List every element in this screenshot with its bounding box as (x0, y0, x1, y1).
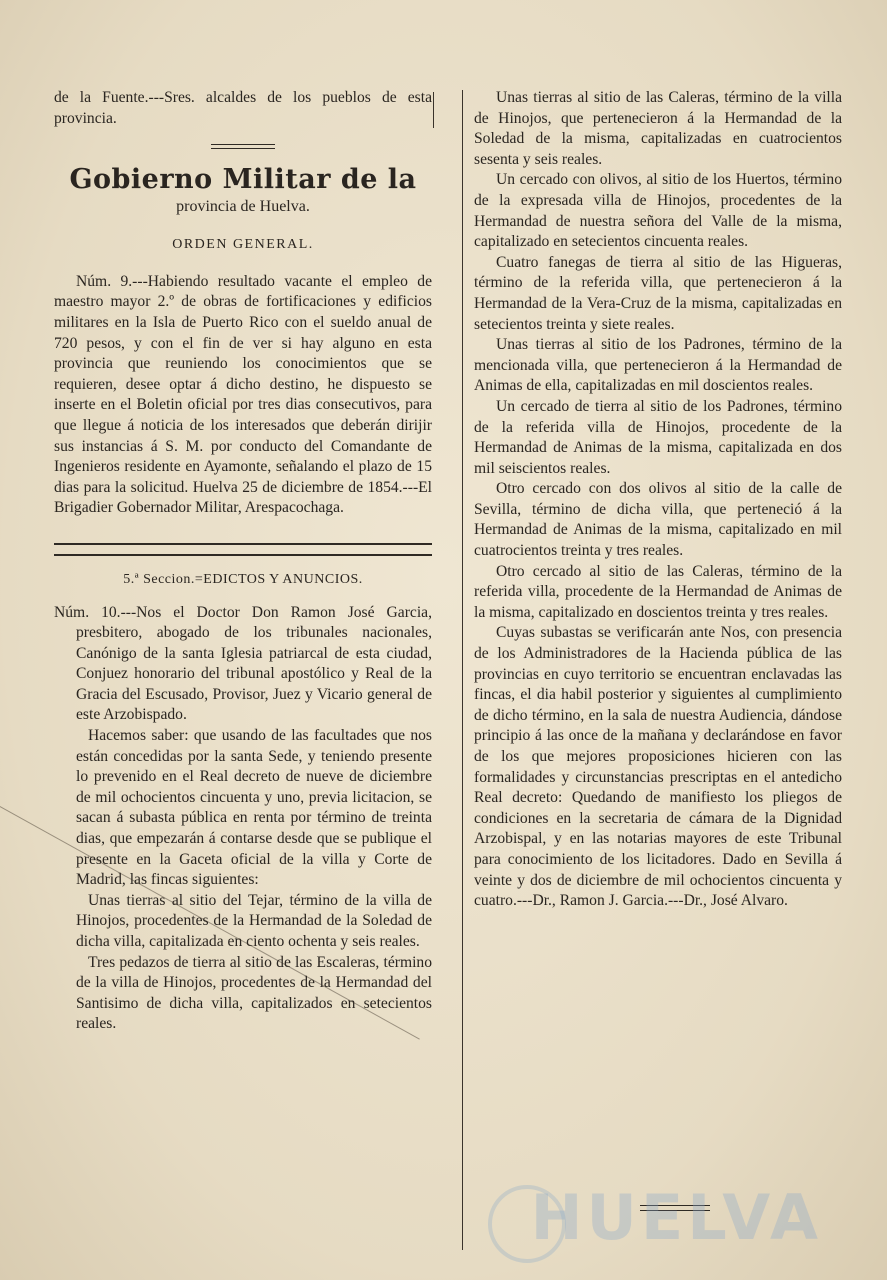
paragraph: Unas tierras al sitio de los Padrones, término de la mencionada villa, que pertenecieron á la Hermandad de Animas de ella, capitalizadas en mil doscientos reales. (474, 336, 842, 395)
edicto-intro: Núm. 10.---Nos el Doctor Don Ramon José Garcia, presbitero, abogado de los tribunales nacionales, Canónigo de la santa Iglesia patriarcal de esta ciudad, Conjuez honorario del tribunal apostólico y Real de la Gracia del Escusado, Provisor, Juez y Vicario general de este Arzobispado. (54, 603, 432, 724)
column-divider (462, 90, 463, 1250)
ornament-divider (54, 135, 432, 145)
left-column (54, 88, 432, 1035)
watermark-logo: HUELVA (530, 1181, 822, 1254)
paragraph: Unas tierras al sitio de las Caleras, término de la villa de Hinojos, que pertenecieron á la Hermandad de la Soledad de la misma, capitalizadas en cuatrocientos sesenta y seis reales. (474, 89, 842, 168)
orden-label: ORDEN GENERAL. (172, 237, 314, 253)
header-rule (433, 92, 434, 128)
finca-2: Tres pedazos de tierra al sitio de las Escaleras, término de la villa de Hinojos, procedentes de la Hermandad del Santisimo de dicha villa, capitalizados en setecientos reales. (76, 953, 432, 1033)
edicto-body: Hacemos saber: que usando de las facultades que nos están concedidas por la santa Sede, y teniendo presente lo prevenido en el Real decreto de nueve de diciembre de mil ochocientos cincuenta y uno, previa licitacion, se sacan á subasta pública en renta por término de treinta dias, que empezarán á contarse desde que se publique el presente en la Gaceta oficial de la villa y Corte de Madrid, las fincas siguientes: (76, 727, 432, 889)
right-column (474, 88, 842, 912)
paragraph: Otro cercado al sitio de las Caleras, término de la referida villa, procedente de la Hermandad de Animas de la misma, capitalizado en doscientos treinta y tres reales. (474, 562, 842, 621)
section-label: 5.ª Seccion.=EDICTOS Y ANUNCIOS. (123, 571, 363, 587)
paragraph: Cuyas subastas se verificarán ante Nos, con presencia de los Administradores de la Hacienda pública de las provincias en cuyo territorio se encuentran enclavadas las fincas, el dia habil posterior y siguientes al cumplimiento de dicho término, en la sala de nuestra Audiencia, dándose principio á las once de la mañana y declarándose en favor de los que mejores proposiciones hicieren con las formalidades y circunstancias prescriptas en el antedicho Real decreto: Quedando de manifiesto los pliegos de condiciones en la secretaria de cámara de la Dignidad Arzobispal, y en las notarias mayores de este Tribunal para conocimiento de los licitadores. Dado en Sevilla á veinte y dos de diciembre de mil ochocientos cincuenta y cuatro.---Dr., Ramon J. Garcia.---Dr., José Alvaro. (474, 624, 842, 910)
paragraph: Otro cercado con dos olivos al sitio de la calle de Sevilla, término de dicha villa, que perteneció á la Hermandad de Animas de la misma, capitalizado en mil cuatrocientos treinta y tres reales. (474, 480, 842, 560)
paragraph: Un cercado de tierra al sitio de los Padrones, término de la referida villa de Hinojos, procedente de la Hermandad de Animas de la misma, capitalizada en dos mil seiscientos reales. (474, 397, 842, 477)
paragraph: Cuatro fanegas de tierra al sitio de las Higueras, término de la referida villa, que pertenecieron á la Hermandad de la Vera-Cruz de la misma, capitalizadas en setecientos treinta y siete reales. (474, 253, 842, 333)
section-heading: Gobierno Militar de la (69, 164, 417, 196)
top-fragment: de la Fuente.---Sres. alcaldes de los pueblos de esta provincia. (54, 89, 432, 127)
section-subheading: provincia de Huelva. (176, 198, 310, 216)
finca-1: Unas tierras al sitio del Tejar, término de la villa de Hinojos, procedentes de la Hermandad de la Soledad de dicha villa, capitalizada en ciento ochenta y seis reales. (76, 891, 432, 950)
orden-text: Núm. 9.---Habiendo resultado vacante el empleo de maestro mayor 2.º de obras de fortificaciones y edificios militares en la Isla de Puerto Rico con el sueldo anual de 720 pesos, y con el fin de ver si hay alguno en esta provincia que reuniendo los conocimientos que se requieren, desee optar á dicho destino, he dispuesto se inserte en el Boletin oficial por tres dias consecutivos, para que llegue á noticia de los interesados que deberán dirijir sus instancias á S. M. por conducto del Comandante de Ingenieros residente en Ayamonte, señalando el plazo de 15 dias para la solicitud. Huelva 25 de diciembre de 1854.---El Brigadier Gobernador Militar, Arespacochaga. (54, 272, 432, 517)
paragraph: Un cercado con olivos, al sitio de los Huertos, término de la expresada villa de Hinojos, procedentes de la Hermandad de nuestra señora del Valle de la misma, capitalizado en setecientos cincuenta reales. (474, 171, 842, 251)
double-rule (54, 543, 432, 556)
